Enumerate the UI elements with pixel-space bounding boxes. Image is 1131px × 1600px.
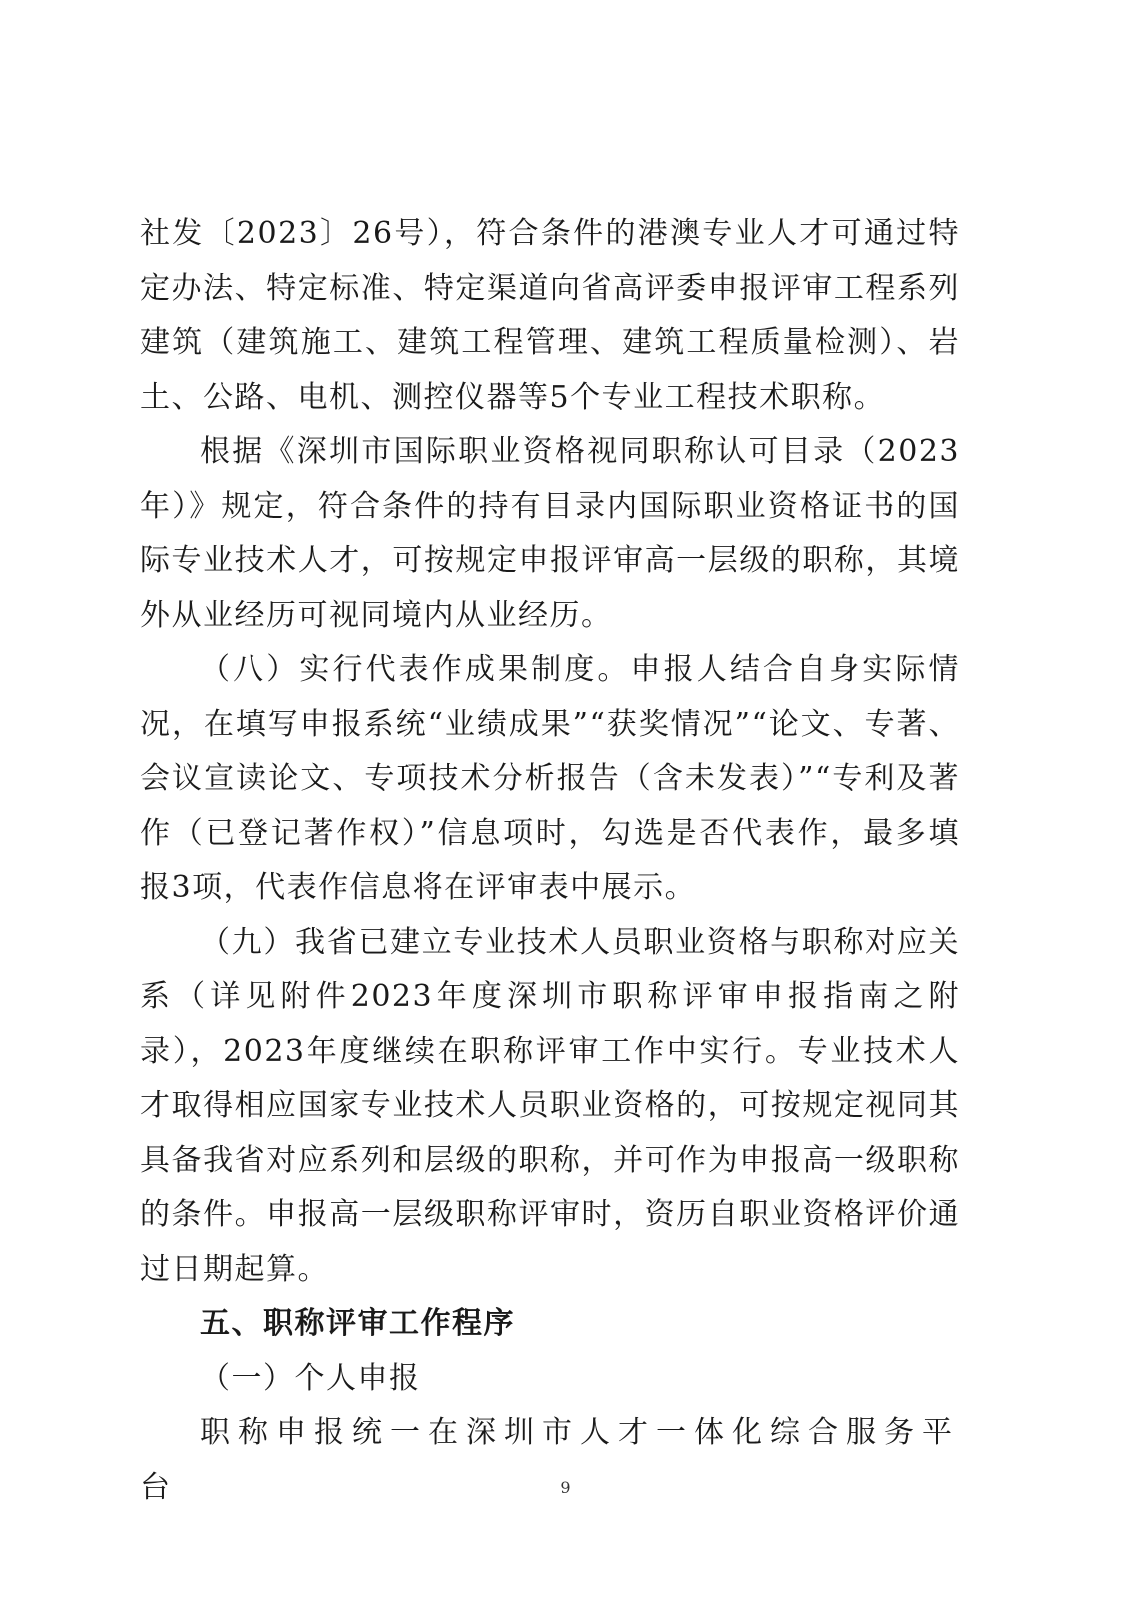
page-number: 9	[560, 1478, 571, 1497]
paragraph-personal-application: 职称申报统一在深圳市人才一体化综合服务平台	[140, 1415, 960, 1505]
paragraph-representative-works: （八）实行代表作成果制度。申报人结合自身实际情况，在填写申报系统“业绩成果”“获奖情况”“论文、专著、会议宣读论文、专项技术分析报告（含未发表）”“专利及著作（已登记著作权）”信息项时，勾选是否代表作，最多填报3项，代表作信息将在评审表中展示。	[140, 652, 960, 905]
paragraph-hk-macao-talent: 社发〔2023〕26号），符合条件的港澳专业人才可通过特定办法、特定标准、特定渠道向省高评委申报评审工程系列建筑（建筑施工、建筑工程管理、建筑工程质量检测）、岩土、公路、电机、测控仪器等5个专业工程技术职称。	[140, 216, 960, 415]
body-text	[140, 207, 960, 1515]
subsection-heading: （一）个人申报	[200, 1360, 421, 1396]
section-heading: 五、职称评审工作程序	[200, 1306, 515, 1341]
paragraph-international-qualification: 根据《深圳市国际职业资格视同职称认可目录（2023年）》规定，符合条件的持有目录内国际职业资格证书的国际专业技术人才，可按规定申报评审高一层级的职称，其境外从业经历可视同境内从业经历。	[140, 434, 960, 633]
paragraph-qualification-mapping: （九）我省已建立专业技术人员职业资格与职称对应关系（详见附件2023年度深圳市职称评审申报指南之附录），2023年度继续在职称评审工作中实行。专业技术人才取得相应国家专业技术人员职业资格的，可按规定视同其具备我省对应系列和层级的职称，并可作为申报高一级职称的条件。申报高一层级职称评审时，资历自职业资格评价通过日期起算。	[140, 924, 960, 1287]
